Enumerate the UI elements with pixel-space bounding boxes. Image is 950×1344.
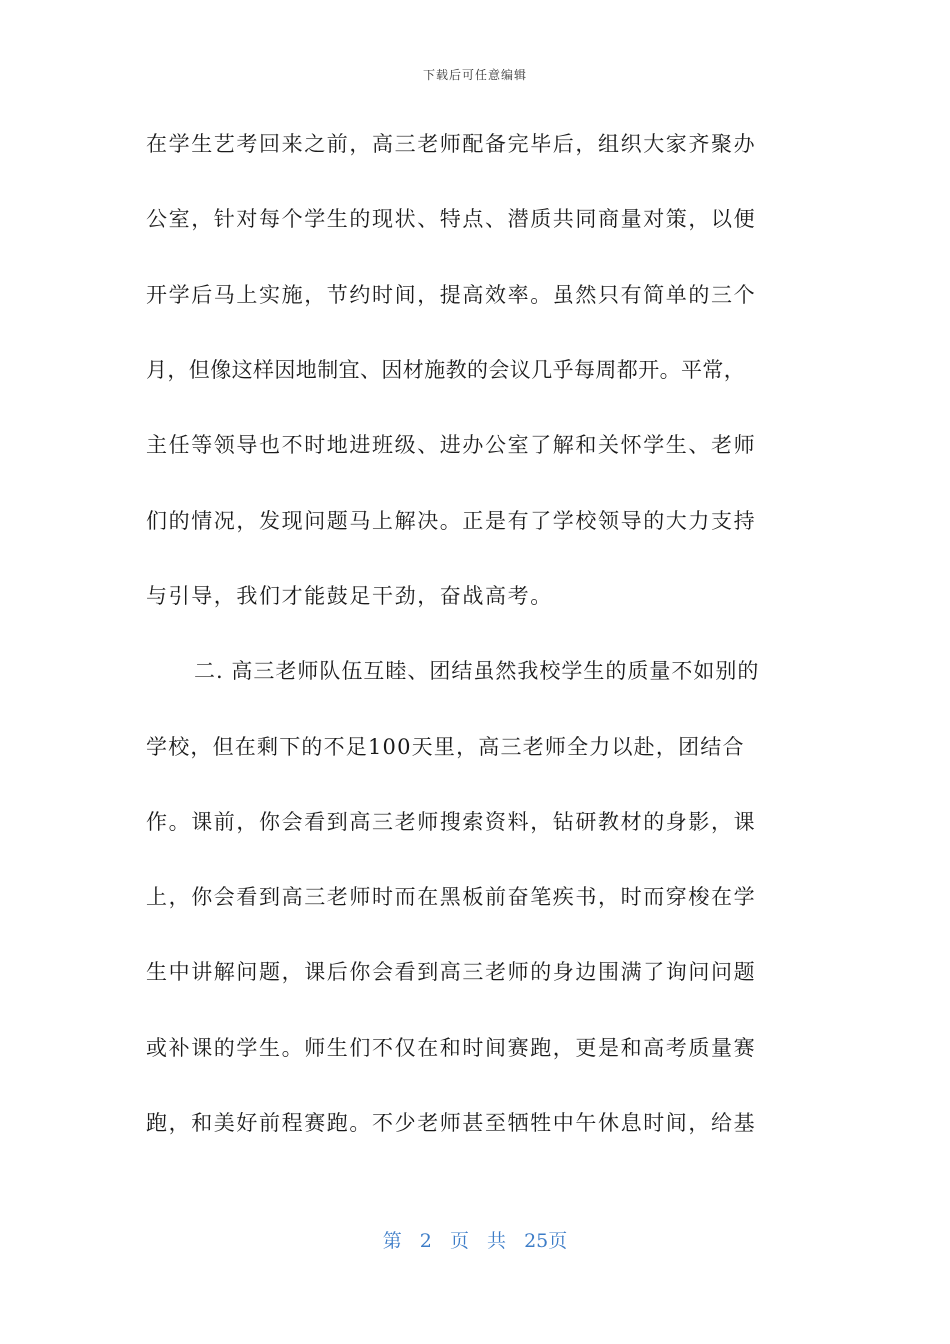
footer-label-page: 页 xyxy=(449,1230,469,1252)
text-line: 公室，针对每个学生的现状、特点、潜质共同商量对策，以便 xyxy=(146,207,757,231)
text-line: 们的情况，发现问题马上解决。正是有了学校领导的大力支持 xyxy=(146,509,757,533)
text-line: 在学生艺考回来之前，高三老师配备完毕后，组织大家齐聚办 xyxy=(146,132,757,156)
text-line: 跑，和美好前程赛跑。不少老师甚至牺牲中午休息时间，给基 xyxy=(146,1111,757,1135)
footer-label-total: 共 xyxy=(487,1230,507,1252)
text-line: 上，你会看到高三老师时而在黑板前奋笔疾书，时而穿梭在学 xyxy=(146,885,757,909)
text-line: 与引导，我们才能鼓足干劲，奋战高考。 xyxy=(146,584,553,608)
footer-label-prefix: 第 xyxy=(382,1230,402,1252)
text-line: 学校，但在剩下的不足100天里，高三老师全力以赴，团结合 xyxy=(146,735,745,759)
text-line: 主任等领导也不时地进班级、进办公室了解和关怀学生、老师 xyxy=(146,433,757,457)
text-line: 生中讲解问题，课后你会看到高三老师的身边围满了询问问题 xyxy=(146,960,757,984)
text-line: 月，但像这样因地制宜、因材施教的会议几乎每周都开。平常， xyxy=(146,358,746,382)
text-line: 二. 高三老师队伍互睦、团结虽然我校学生的质量不如别的 xyxy=(194,659,760,683)
page-number-footer xyxy=(0,1226,950,1253)
total-pages: 25页 xyxy=(524,1230,568,1252)
current-page-number: 2 xyxy=(419,1230,432,1252)
text-line: 作。课前，你会看到高三老师搜索资料，钻研教材的身影，课 xyxy=(146,810,757,834)
text-line: 开学后马上实施，节约时间，提高效率。虽然只有简单的三个 xyxy=(146,283,757,307)
text-line: 或补课的学生。师生们不仅在和时间赛跑，更是和高考质量赛 xyxy=(146,1036,757,1060)
page-header: 下载后可任意编辑 xyxy=(422,68,527,82)
